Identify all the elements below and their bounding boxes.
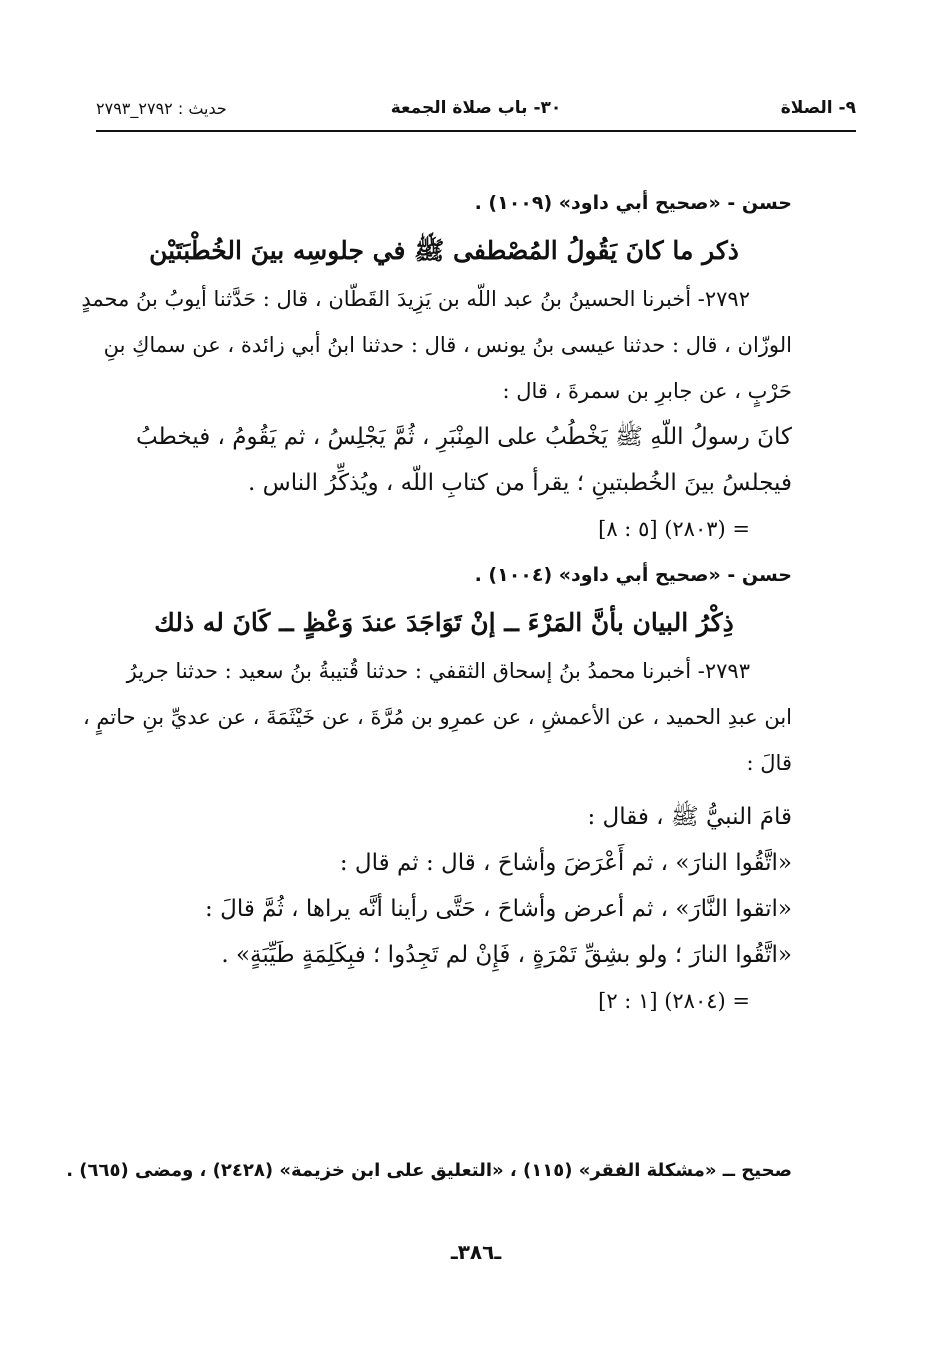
matn-line: قامَ النبيُّ ﷺ ، فقال : (587, 804, 792, 830)
isnad-line: ٢٧٩٣- أخبرنا محمدُ بنُ إسحاق الثقفي : حدثنا قُتيبةُ بنُ سعيد : حدثنا جريرُ (126, 659, 750, 683)
isnad-line: قالَ : (746, 751, 792, 775)
matn-line: «اتَّقُوا النارَ» ، ثم أَعْرَضَ وأشاحَ ، قال : ثم قال : (339, 850, 792, 876)
cross-reference: = (٢٨٠٤) [١ : ٢] (598, 989, 750, 1013)
hadith-range: حديث : ٢٧٩٢_٢٧٩٣ (96, 98, 227, 118)
matn-line: كانَ رسولُ اللّهِ ﷺ يَخْطُبُ على المِنْبَرِ ، ثُمَّ يَجْلِسُ ، ثم يَقُومُ ، فيخطبُ (135, 424, 792, 450)
header-rule (96, 130, 856, 132)
page-body (81, 180, 792, 1024)
cross-reference: = (٢٨٠٣) [٥ : ٨] (598, 517, 750, 541)
isnad-line: ابن عبدِ الحميد ، عن الأعمشِ ، عن عمرِو بن مُرَّةَ ، عن خَيْثَمَةَ ، عن عديِّ بنِ حاتمٍ ، (82, 705, 792, 729)
isnad-line: حَرْبٍ ، عن جابرِ بن سمرةَ ، قال : (502, 379, 792, 403)
section-heading: ذِكْرُ البيان بأنَّ المَرْءَ ــ إنْ تَوَاجَدَ عندَ وَعْظٍ ــ كَانَ له ذلك (154, 608, 734, 637)
matn-line: فيجلسُ بينَ الخُطبتينِ ؛ يقرأ من كتابِ اللّه ، ويُذكِّرُ الناس . (248, 470, 792, 496)
footer-grade: صحيح ــ «مشكلة الفقر» (١١٥) ، «التعليق على ابن خزيمة» (٢٤٢٨) ، ومضى (٦٦٥) . (66, 1160, 792, 1181)
isnad-line: ٢٧٩٢- أخبرنا الحسينُ بنُ عبد اللّه بن يَزِيدَ القَطّان ، قال : حَدَّثنا أيوبُ بنُ محمدٍ (81, 287, 750, 311)
isnad-line: الوزّان ، قال : حدثنا عيسى بنُ يونس ، قال : حدثنا ابنُ أبي زائدة ، عن سماكِ بنِ (103, 333, 792, 357)
grade-line: حسن - «صحيح أبي داود» (١٠٠٤) . (474, 564, 792, 586)
chapter-title: ٩- الصلاة (780, 98, 856, 118)
running-header (96, 93, 856, 123)
section-heading: ذكر ما كانَ يَقُولُ المُصْطفى ﷺ في جلوسِه بينَ الخُطْبَتَيْن (149, 236, 739, 265)
page-number: ـ٣٨٦ـ (450, 1240, 502, 1264)
grade-line: حسن - «صحيح أبي داود» (١٠٠٩) . (474, 192, 792, 214)
bab-title: ٣٠- باب صلاة الجمعة (390, 98, 562, 118)
matn-line: «اتَّقُوا النارَ ؛ ولو بشِقِّ تَمْرَةٍ ، فَإِنْ لم تَجِدُوا ؛ فبِكَلِمَةٍ طَيِّبَةٍ» . (221, 942, 792, 968)
matn-line: «اتقوا النَّارَ» ، ثم أعرض وأشاحَ ، حَتَّى رأينا أنَّه يراها ، ثُمَّ قالَ : (205, 896, 792, 922)
